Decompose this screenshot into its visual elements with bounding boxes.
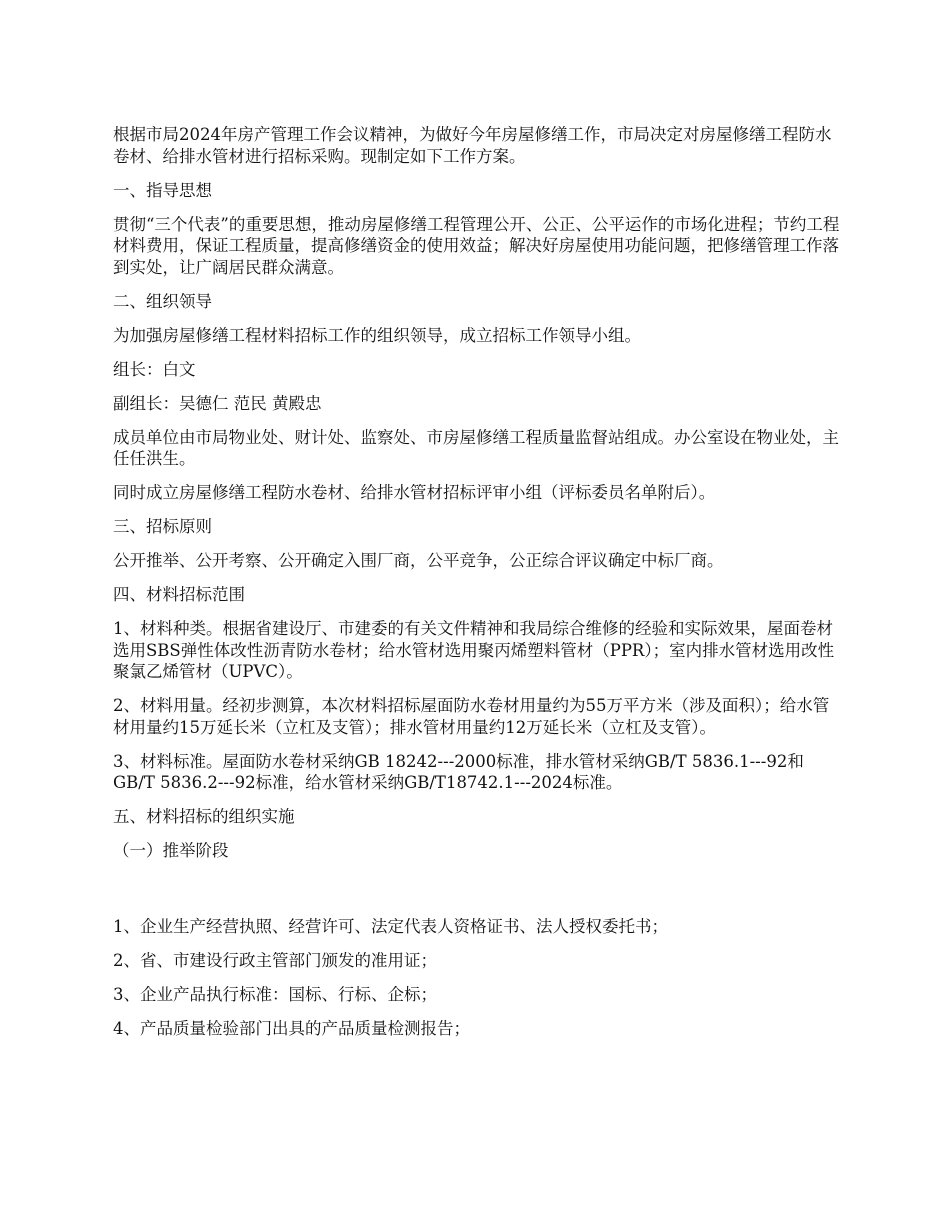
material-quantity-paragraph: 2、材料用量。经初步测算，本次材料招标屋面防水卷材用量约为55万平方米（涉及面积）；给水管材用量约15万延长米（立杠及支管）；排水管材用量约12万延长米（立杠及支管）。 — [113, 696, 830, 737]
material-standard-paragraph: 3、材料标准。屋面防水卷材采纳GB 18242---2000标准，排水管材采纳GB/T 5836.1---92和GB/T 5836.2---92标准，给水管材采纳GB/T18742.1---2024标准。 — [113, 751, 804, 792]
document-page — [113, 124, 841, 1052]
principles-paragraph: 公开推举、公开考察、公开确定入围厂商，公平竞争，公正综合评议确定中标厂商。 — [113, 551, 724, 570]
blank-spacer — [113, 874, 841, 916]
section-heading-implementation: 五、材料招标的组织实施 — [113, 807, 295, 826]
requirement-item: 4、产品质量检验部门出具的产品质量检测报告； — [113, 1019, 470, 1038]
material-types-paragraph: 1、材料种类。根据省建设厅、市建委的有关文件精神和我局综合维修的经验和实际效果，屋面卷材选用SBS弹性体改性沥青防水卷材；给水管材选用聚丙烯塑料管材（PPR）；室内排水管材选用改性聚氯乙烯管材（UPVC）。 — [113, 619, 835, 681]
review-group-paragraph: 同时成立房屋修缮工程防水卷材、给排水管材招标评审小组（评标委员名单附后）。 — [113, 483, 716, 502]
members-paragraph: 成员单位由市局物业处、财计处、监察处、市房屋修缮工程质量监督站组成。办公室设在物业处，主任任洪生。 — [113, 427, 839, 468]
section-heading-organization: 二、组织领导 — [113, 291, 212, 311]
requirement-item: 3、企业产品执行标准：国标、行标、企标； — [113, 985, 437, 1004]
guiding-ideology-paragraph: 贯彻“三个代表”的重要思想，推动房屋修缮工程管理公开、公正、公平运作的市场化进程；节约工程材料费用，保证工程质量，提高修缮资金的使用效益；解决好房屋使用功能问题，把修缮管理工作落到实处，让广阔居民群众满意。 — [113, 214, 840, 277]
requirement-item: 2、省、市建设行政主管部门颁发的准用证； — [113, 951, 437, 970]
subsection-heading-recommendation: （一）推举阶段 — [113, 841, 229, 860]
organization-paragraph: 为加强房屋修缮工程材料招标工作的组织领导，成立招标工作领导小组。 — [113, 325, 641, 345]
section-heading-principles: 三、招标原则 — [113, 517, 212, 536]
requirements-list — [113, 916, 841, 1040]
requirement-item: 1、企业生产经营执照、经营许可、法定代表人资格证书、法人授权委托书； — [113, 917, 668, 936]
section-heading-scope: 四、材料招标范围 — [113, 585, 245, 604]
section-heading-guiding-ideology: 一、指导思想 — [113, 180, 212, 200]
deputy-leader-line: 副组长：吴德仁 范民 黄殿忠 — [113, 393, 322, 413]
intro-paragraph: 根据市局2024年房产管理工作会议精神，为做好今年房屋修缮工作，市局决定对房屋修缮工程防水卷材、给排水管材进行招标采购。现制定如下工作方案。 — [113, 125, 832, 166]
team-leader-line: 组长：白文 — [113, 359, 196, 379]
